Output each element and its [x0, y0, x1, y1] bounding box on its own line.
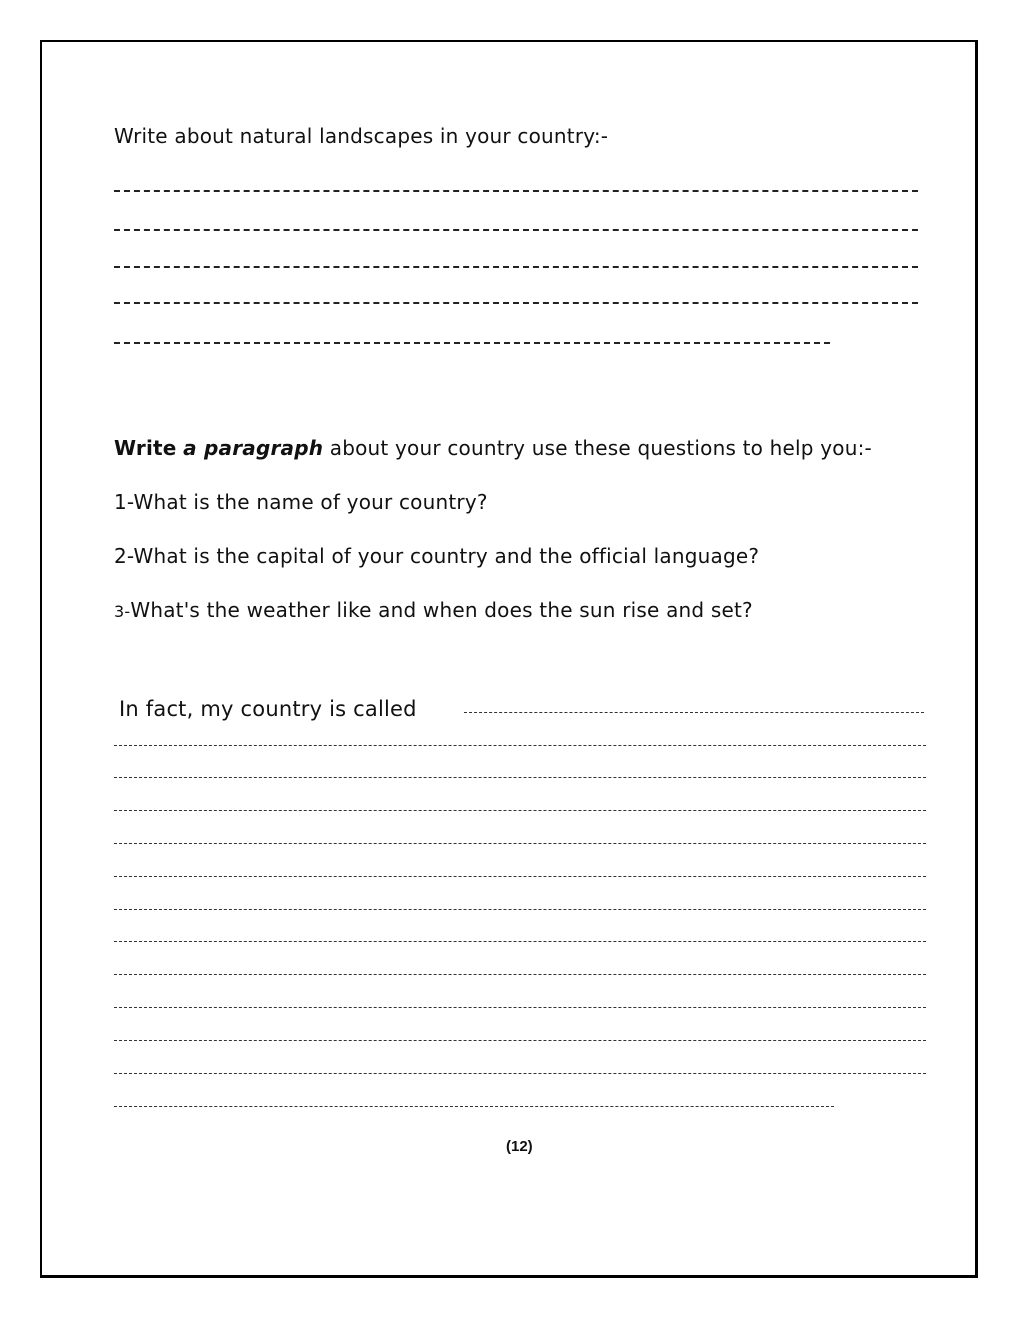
writing-line-3[interactable]: [114, 266, 918, 268]
paragraph-line-6[interactable]: [114, 909, 926, 910]
writing-line-4[interactable]: [114, 302, 918, 304]
question-3: [114, 598, 753, 622]
paragraph-line-3[interactable]: [114, 810, 926, 811]
question-2: [114, 544, 759, 568]
paragraph-line-2[interactable]: [114, 777, 926, 778]
paragraph-line-12[interactable]: [114, 1106, 834, 1107]
landscapes-prompt: Write about natural landscapes in your country:-: [114, 124, 609, 148]
instruction-bold: Write: [114, 436, 177, 460]
writing-line-1[interactable]: [114, 190, 918, 192]
paragraph-line-5[interactable]: [114, 876, 926, 877]
paragraph-line-9[interactable]: [114, 1007, 926, 1008]
writing-line-5[interactable]: [114, 342, 830, 344]
question-number: 1-: [114, 490, 134, 514]
question-text: What is the name of your country?: [133, 490, 488, 514]
page-border: [40, 40, 978, 1278]
question-number: 2-: [114, 544, 134, 568]
paragraph-instruction: [114, 436, 872, 460]
question-text: What is the capital of your country and the official language?: [133, 544, 760, 568]
writing-line-2[interactable]: [114, 229, 918, 231]
paragraph-line-4[interactable]: [114, 843, 926, 844]
paragraph-line-7[interactable]: [114, 941, 926, 942]
starter-line[interactable]: [464, 712, 924, 713]
instruction-rest: about your country use these questions to help you:-: [323, 436, 872, 460]
paragraph-line-1[interactable]: [114, 745, 926, 746]
question-1: [114, 490, 488, 514]
page-number: (12): [506, 1138, 533, 1155]
paragraph-starter: In fact, my country is called: [119, 697, 417, 721]
instruction-italic: a paragraph: [183, 436, 324, 460]
paragraph-line-8[interactable]: [114, 974, 926, 975]
question-text: What's the weather like and when does the sun rise and set?: [130, 598, 753, 622]
paragraph-line-10[interactable]: [114, 1040, 926, 1041]
question-number: 3-: [114, 602, 131, 621]
paragraph-line-11[interactable]: [114, 1073, 926, 1074]
